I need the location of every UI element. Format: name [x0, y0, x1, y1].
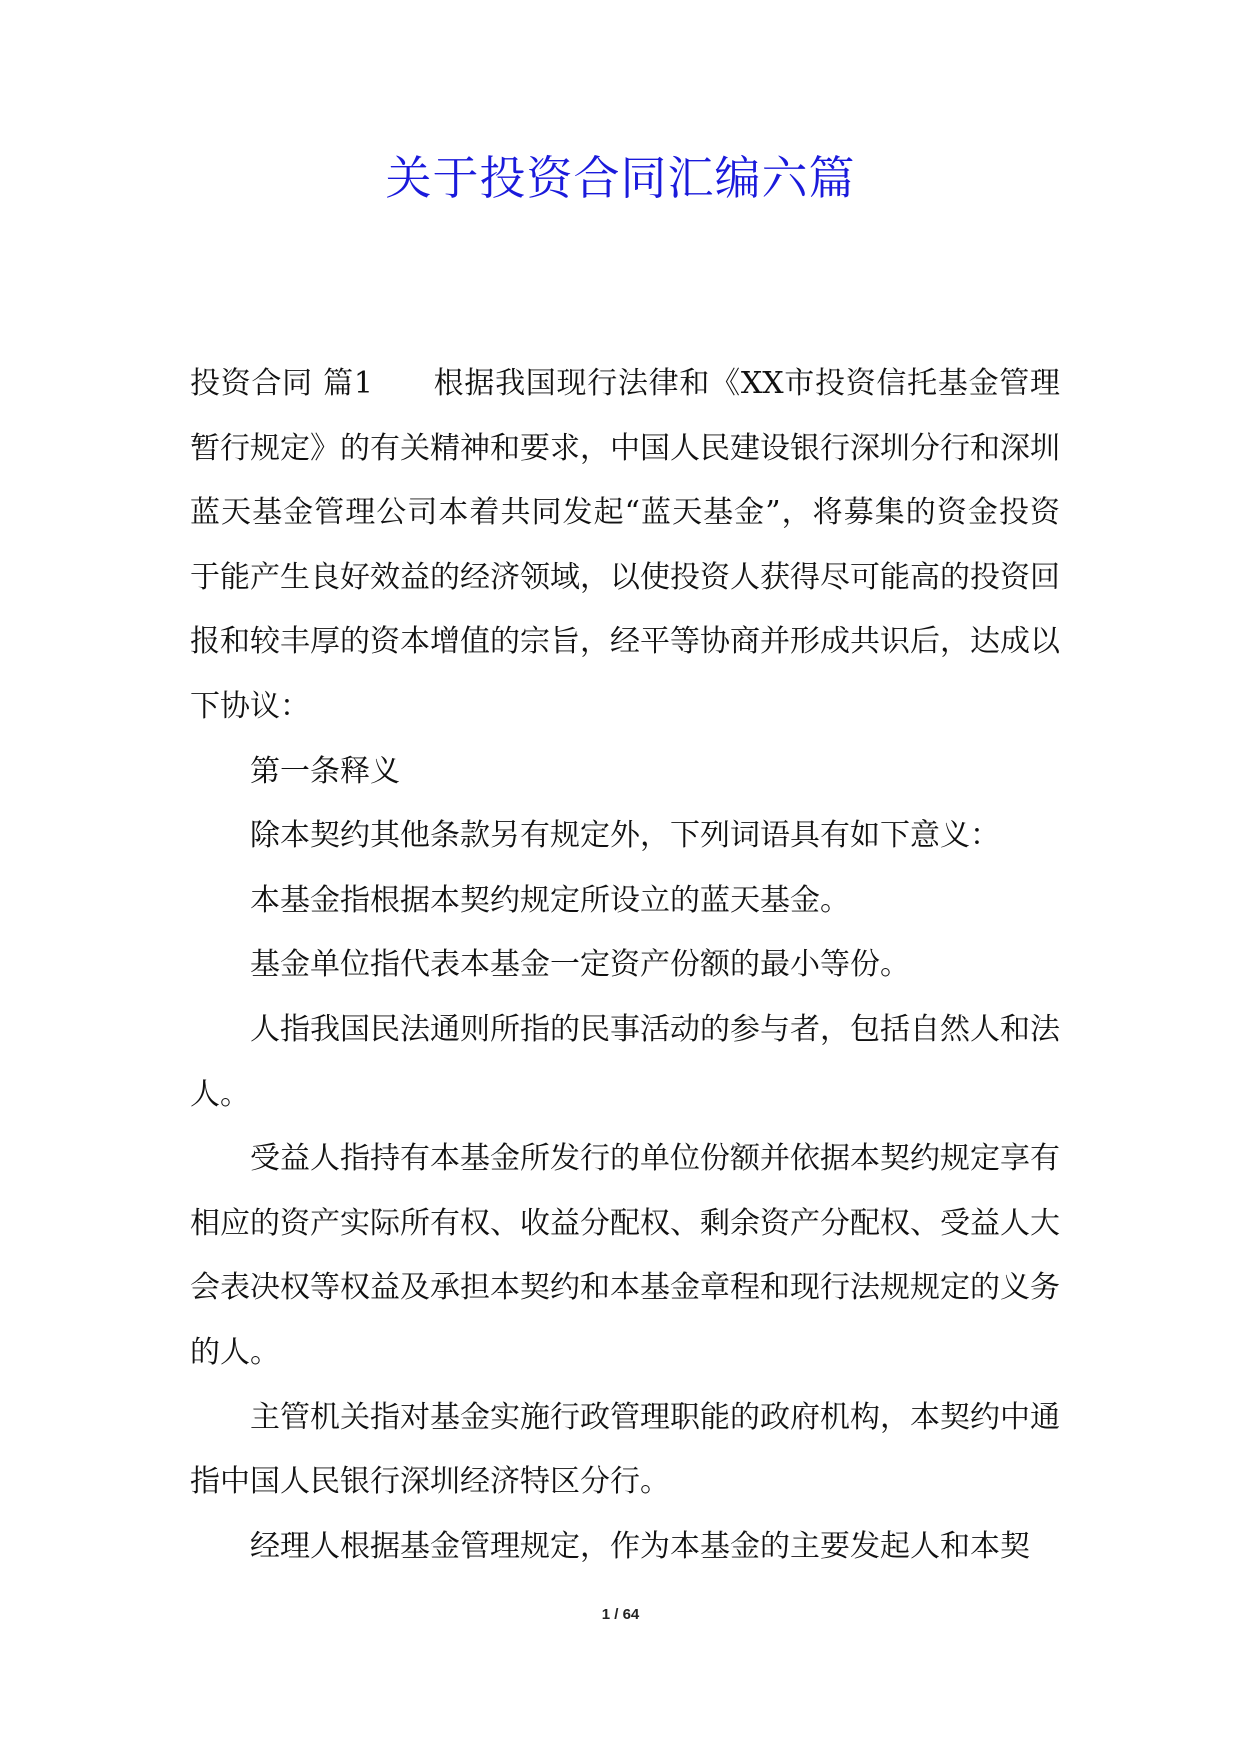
paragraph: 除本契约其他条款另有规定外，下列词语具有如下意义： — [250, 818, 1000, 854]
paragraph: 人指我国民法通则所指的民事活动的参与者，包括自然人和法人。 — [190, 1011, 1060, 1112]
document-title: 关于投资合同汇编六篇 — [385, 151, 856, 205]
section-label: 投资合同 篇1 — [190, 366, 373, 401]
document-body — [190, 352, 1060, 1579]
paragraph: 第一条释义 — [250, 753, 400, 789]
paragraph-text: 根据我国现行法律和《XX市投资信托基金管理暂行规定》的有关精神和要求，中国人民建设银行深圳分行和深圳蓝天基金管理公司本着共同发起“蓝天基金”，将募集的资金投资于能产生良好效益的经济领域，以使投资人获得尽可能高的投资回报和较丰厚的资本增值的宗旨，经平等协商并形成共识后，达成以下协议： — [190, 366, 1061, 724]
paragraph: 受益人指持有本基金所发行的单位份额并依据本契约规定享有相应的资产实际所有权、收益分配权、剩余资产分配权、受益人大会表决权等权益及承担本契约和本基金章程和现行法规规定的义务的人。 — [190, 1141, 1060, 1370]
paragraph: 基金单位指代表本基金一定资产份额的最小等份。 — [250, 947, 910, 983]
paragraph: 主管机关指对基金实施行政管理职能的政府机构，本契约中通指中国人民银行深圳经济特区分行。 — [190, 1399, 1060, 1500]
paragraph: 本基金指根据本契约规定所设立的蓝天基金。 — [250, 882, 850, 918]
page-number: 1 / 64 — [601, 1606, 640, 1623]
paragraph — [190, 352, 1060, 740]
paragraph: 经理人根据基金管理规定，作为本基金的主要发起人和本契 — [250, 1528, 1030, 1564]
